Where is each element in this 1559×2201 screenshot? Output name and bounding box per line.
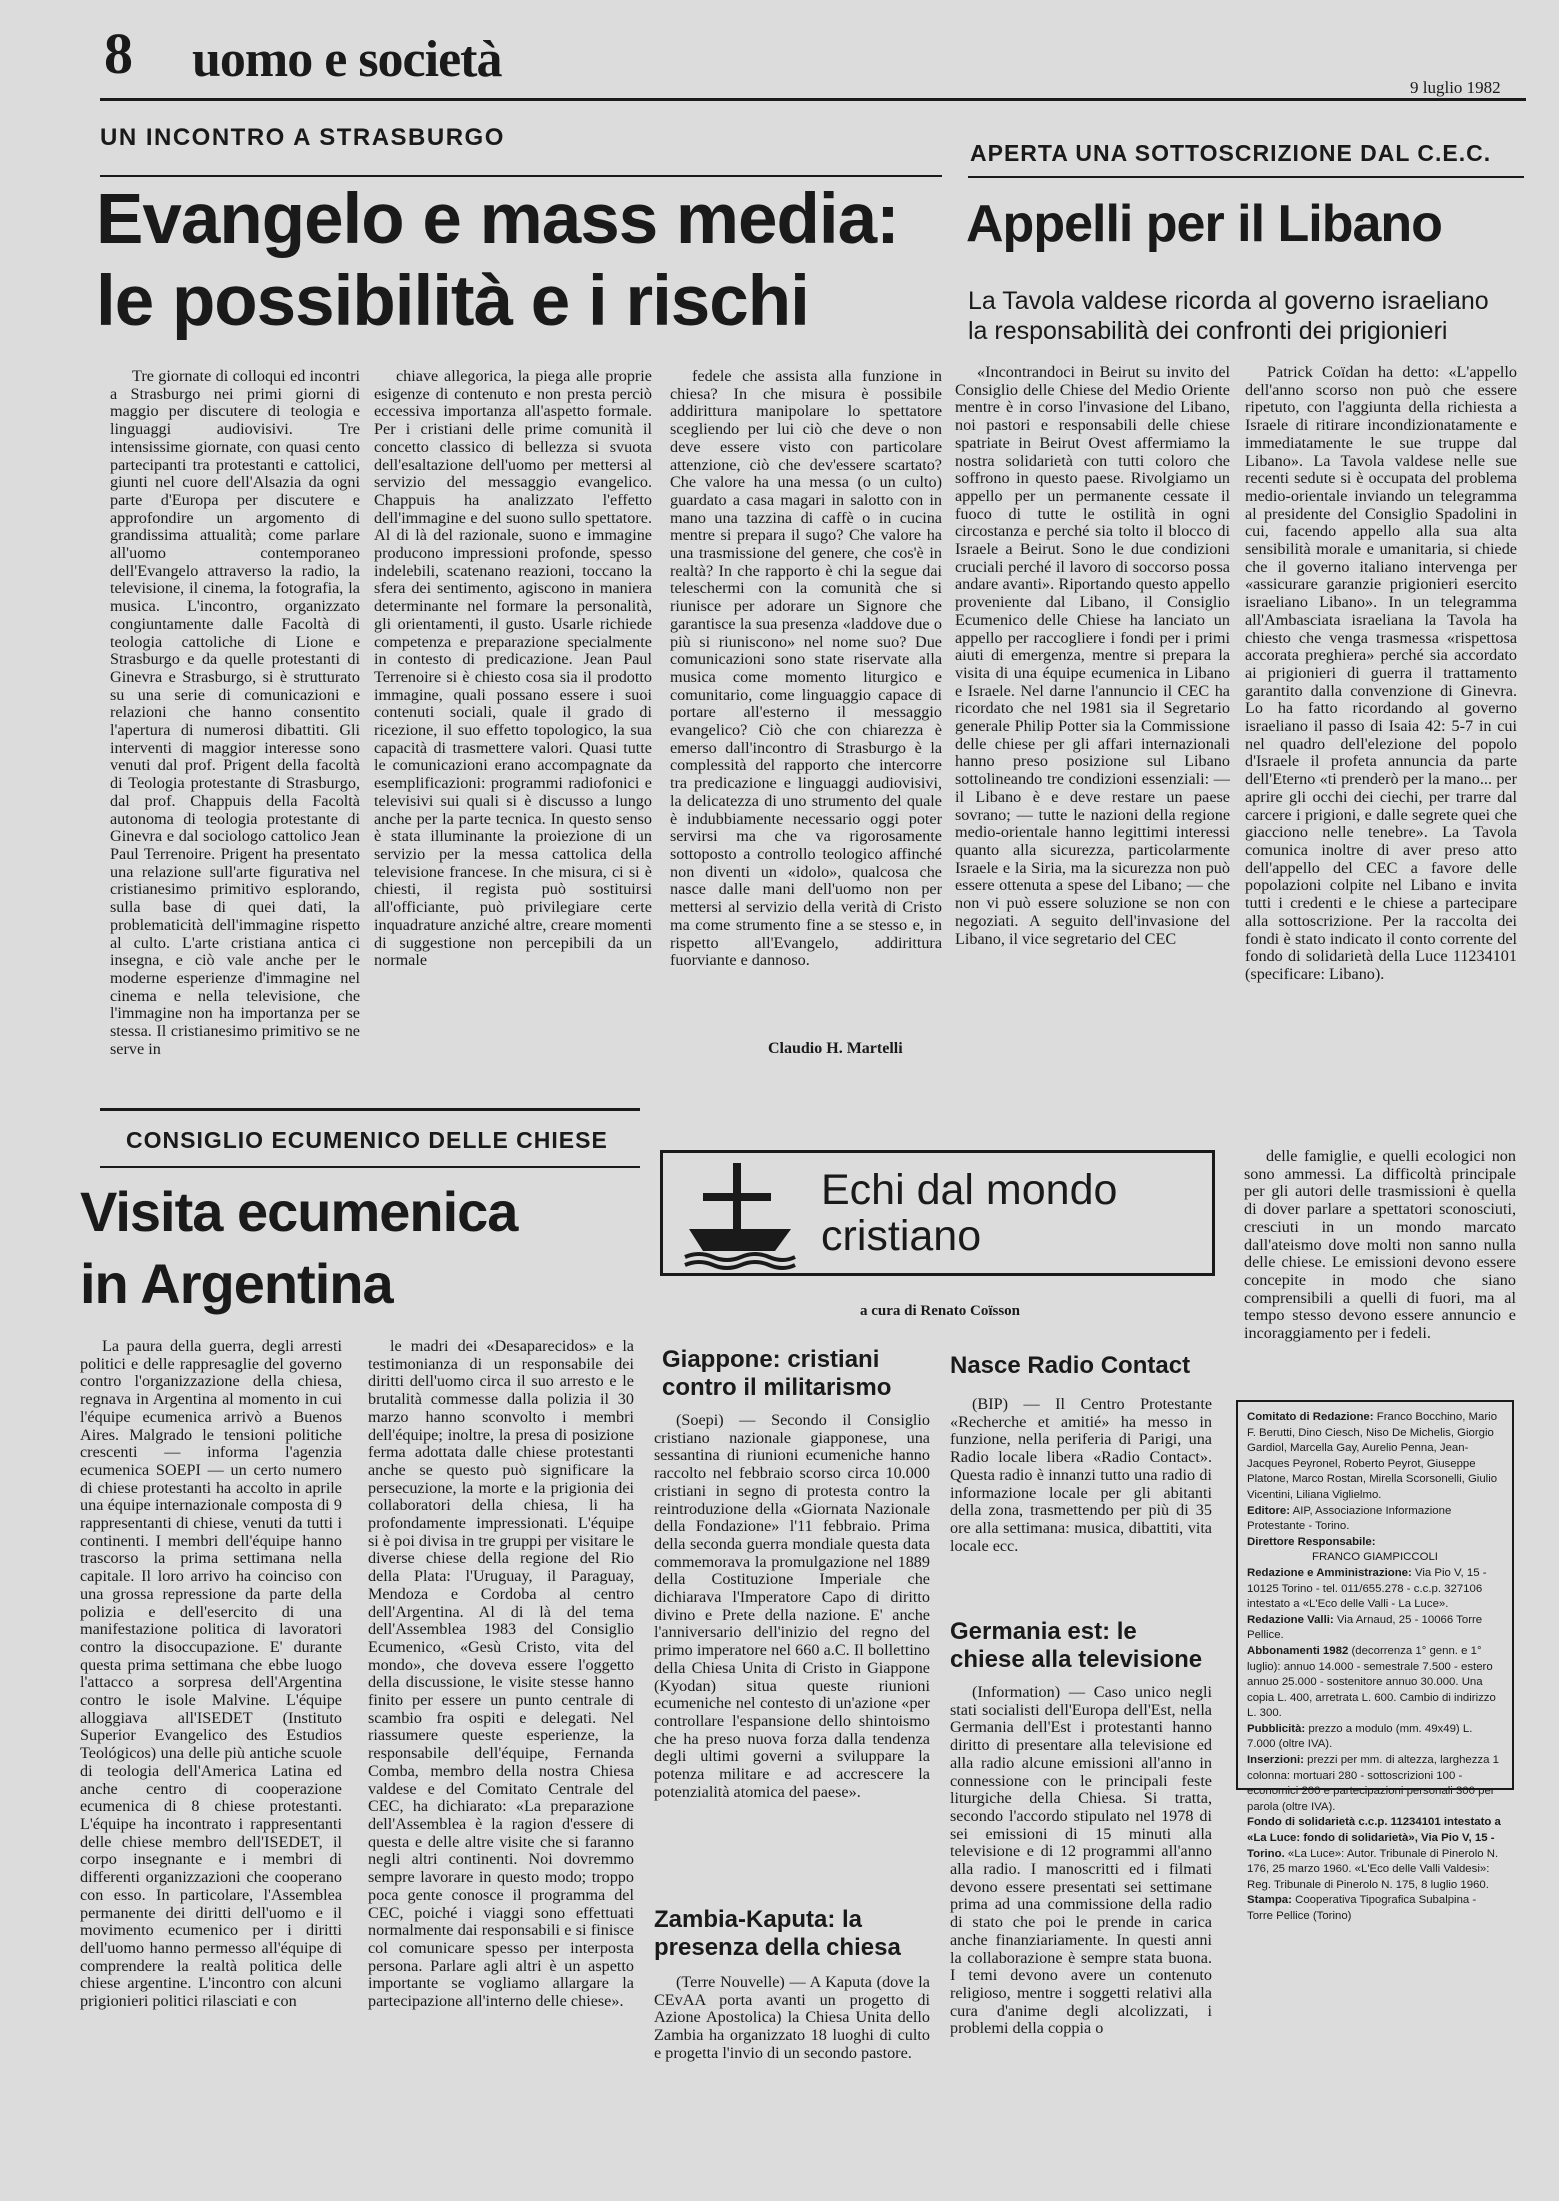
article2-column-2: Patrick Coïdan ha detto: «L'appello dell'anno scorso non può che essere ripetuto, con l'aggiunta della richiesta a Israele di ritirare incondizionatamente e immediatamente le sue truppe dal Libano». La Tavola valdese nelle sue recenti sedute si è occupata del problema medio-orientale inviando un telegramma al presidente del Consiglio Spadolini in cui, facendo appello alla sua alta sensibilità morale e umanitaria, si chiede che il governo italiano intervenga per «assicurare garanzie prigionieri esercito israeliano Libano». In un telegramma all'Ambasciata israeliana la Tavola ha chiesto che venga trasmessa «rispettosa accorata preghiera» perché sia accordato ai prigionieri di guerra il trattamento garantito dalla convenzione di Ginevra. Lo ha fatto ricordando al governo israeliano il passo di Isaia 42: 5-7 in cui nel quadro dell'elezione del popolo d'Israele il profeta annuncia da parte dell'Eterno «ti prenderò per la mano... per aprire gli occhi dei ciechi, per trarre dal carcere i prigioni, e dalle segrete quei che giacciono nelle tenebre». La Tavola comunica inoltre di aver preso atto dell'appello del CEC a favore delle popolazioni colpite nel Libano e invita tutti i credenti e le chiese a partecipare alla sottoscrizione. Per la raccolta dei fondi è stato indicato il conto corrente del fondo di solidarietà della Luce 11234101 (specificare: Libano).	[1245, 363, 1517, 983]
credits-redazione-label: Redazione e Amministrazione:	[1247, 1566, 1412, 1579]
page-number: 8	[104, 21, 133, 86]
article1-author: Claudio H. Martelli	[768, 1040, 903, 1057]
credits-stampa: Cooperativa Tipografica Subalpina - Torre Pellice (Torino)	[1247, 1894, 1477, 1922]
article1-kicker: UN INCONTRO A STRASBURGO	[100, 124, 505, 151]
article2-kicker: APERTA UNA SOTTOSCRIZIONE DAL C.E.C.	[970, 140, 1492, 166]
credits-editore: AIP, Associazione Informazione Protestante - Torino.	[1247, 1504, 1452, 1533]
credits-fondo-label: Fondo di solidarietà c.c.p. 11234101 intestato a «La Luce: fondo di solidarietà», Via Pio V, 15 - Torino.	[1247, 1816, 1501, 1860]
giappone-title-line1: Giappone: cristiani	[662, 1346, 880, 1373]
credits-direttore-label: Direttore Responsabile:	[1247, 1535, 1376, 1548]
article1-column-1: Tre giornate di colloqui ed incontri a Strasburgo nei primi giorni di maggio per discutere di teologia e linguaggi audiovisivi. Tre intensissime giornate, con quasi cento partecipanti tra protestanti e cattolici, giunti nel cuore dell'Alsazia da ogni parte d'Europa per discutere e approfondire un argomento di grandissima attualità; come parlare all'uomo contemporaneo dell'Evangelo attraverso la radio, la televisione, il cinema, la fotografia, la musica. L'incontro, organizzato congiuntamente dalle Facoltà di teologia cattoliche di Lione e Strasburgo e da quelle protestanti di Ginevra e Strasburgo, si è strutturato su una serie di comunicazioni e relazioni che hanno consentito l'apertura di numerosi dibattiti. Gli interventi di maggior interesse sono venuti dal prof. Prigent della facoltà di Teologia protestante di Strasburgo, dal prof. Chappuis della Facoltà autonoma di teologia protestante di Ginevra e dal sociologo cattolico Jean Paul Terrenoire. Prigent ha presentato una relazione sull'arte figurativa nel cristianesimo primitivo esplorando, sulla base di quei dati, la problematicità dell'immagine rispetto al culto. L'arte cristiana antica ci insegna, e ciò vale anche per le moderne esperienze d'immagine nel cinema e nella televisione, che l'immagine non ha importanza per se stessa. Il cristianesimo primitivo se ne serve in	[110, 367, 360, 1058]
credits-valli: Via Arnaud, 25 - 10066 Torre Pellice.	[1247, 1613, 1483, 1642]
credits-direttore: FRANCO GIAMPICCOLI	[1312, 1551, 1438, 1564]
article1-title-line2: le possibilità e i rischi	[96, 262, 809, 341]
issue-date: 9 luglio 1982	[1410, 78, 1501, 97]
article3-column-2: le madri dei «Desaparecidos» e la testimonianza di un responsabile dei diritti dell'uomo circa il suo arresto e le brutalità commesse dalla polizia il 30 marzo hanno sconvolto i membri dell'équipe; inoltre, la presa di posizione ferma adottata dalle chiese protestanti anche se questo può significare la persecuzione, la morte e la prigionia dei collaboratori della chiesa, li ha profondamente impressionati. L'équipe si è poi divisa in tre gruppi per visitare le diverse chiese della regione del Rio della Plata: l'Uruguay, il Paraguay, Mendoza e Cordoba al centro dell'Argentina. Al di là del tema dell'Assemblea 1983 del Consiglio Ecumenico, «Gesù Cristo, vita del mondo», che doveva essere l'oggetto della discussione, le visite stesse hanno finito per essere un punto centrale di scambio fra ospiti e delegati. Nel riassumere queste esperienze, la responsabile dell'équipe, Fernanda Comba, membro della nostra Chiesa valdese e del Comitato Centrale del CEC, ha dichiarato: «La preparazione dell'Assemblea è la ragion d'essere di questa e delle altre visite che si faranno negli altri continenti. Noi dovremmo sempre lavorare in questo modo; troppo poca gente conosce il programma del CEC, poiché i viaggi sono effettuati normalmente dai responsabili e si finisce col comunicare spesso per interposta persona. Parlare agli altri è un aspetto importante se vogliamo allargare la partecipazione all'interno delle chiese».	[368, 1337, 634, 2011]
article3-kicker-rule	[100, 1166, 640, 1168]
germania-text: (Information) — Caso unico negli stati socialisti dell'Europa dell'Est, nella Germania dell'Est i protestanti hanno diritto di presentare alla televisione ed alla radio alcune emissioni all'anno in connessione con le principali feste liturgiche della Chiesa. Si tratta, secondo l'accordo stipulato nel 1978 di sei emissioni di 15 minuti alla televisione e di 12 programmi all'anno alla radio. I manoscritti ed i filmati devono essere presentati sei settimane prima ad una commissione della radio di stato che poi le prende in carica anche finanziariamente. In questi anni la collaborazione è sempre stata buona. I temi devono avere un contenuto religioso, mentre i soggetti relativi alla cura d'anime degli alcolizzati, i problemi della coppia o	[950, 1683, 1212, 2038]
credits-pubblicita: prezzo a modulo (mm. 49x49) L. 7.000 (oltre IVA).	[1247, 1722, 1473, 1751]
credits-abbonamenti-label: Abbonamenti 1982	[1247, 1644, 1349, 1657]
giappone-text: (Soepi) — Secondo il Consiglio cristiano nazionale giapponese, una sessantina di riunioni ecumeniche hanno raccolto nel febbraio scorso circa 10.000 cristiani in segno di protesta contro la reintroduzione della «Giornata Nazionale della Fondazione» l'11 febbraio. Prima della seconda guerra mondiale questa data commemorava la promulgazione nel 1889 della Costituzione Imperiale che dichiarava l'Imperatore Capo di diritto divino e Prete della nazione. E' anche l'anniversario dell'inizio del regno del primo imperatore nel 660 a.C. Il bollettino della Chiesa Unita di Cristo in Giappone (Kyodan) situa queste riunioni ecumeniche nel contesto di un'azione «per controllare l'espansione dello shintoismo che ha preso nuova forza dalla tendenza degli ultimi governi a sviluppare la potenza militare e ad accrescere la potenzialità atomica del paese».	[654, 1411, 930, 1801]
echi-header-box	[660, 1150, 1215, 1276]
echi-title-line2: cristiano	[821, 1212, 982, 1260]
credits-redazione: Via Pio V, 15 - 10125 Torino - tel. 011/655.278 - c.c.p. 327106 intestato a «L'Eco delle Valli - La Luce».	[1247, 1566, 1487, 1611]
credits-inserzioni: prezzi per mm. di altezza, larghezza 1 colonna: mortuari 280 - sottoscrizioni 100 - economici 200 e partecipazioni personali 300 per parola (oltre IVA).	[1247, 1754, 1499, 1813]
credits-pubblicita-label: Pubblicità:	[1247, 1722, 1306, 1735]
article3-title-line1: Visita ecumenica	[80, 1180, 518, 1243]
credits-editore-label: Editore:	[1247, 1504, 1291, 1517]
germania-title-line1: Germania est: le	[950, 1618, 1137, 1645]
credits-valli-label: Redazione Valli:	[1247, 1613, 1334, 1626]
article3-title-line2: in Argentina	[80, 1252, 393, 1315]
zambia-title-line2: presenza della chiesa	[654, 1934, 901, 1961]
germania-text-continued: delle famiglie, e quelli ecologici non sono ammessi. La difficoltà principale per gli autori delle trasmissioni è quella di dover parlare a spettatori sconosciuti, cresciuti in un mondo marcato dall'ateismo dove molti non sanno nulla delle chiese. Le emissioni devono essere concepite in modo che siano comprensibili a quelli di fuori, ma al tempo stesso devono essere annuncio e incoraggiamento per i fedeli.	[1244, 1147, 1516, 1343]
radio-text: (BIP) — Il Centro Protestante «Recherche et amitié» ha messo in funzione, nella periferia di Parigi, una Radio locale libera «Radio Contact». Questa radio è innanzi tutto una radio di informazione locale per gli abitanti della zona, trasmettendo per più di 35 ore alla settimana: musica, dibattiti, vita locale ecc.	[950, 1395, 1212, 1555]
echi-credit: a cura di Renato Coïsson	[860, 1303, 1021, 1319]
credits-comitato: Franco Bocchino, Mario F. Berutti, Dino Ciesch, Niso De Michelis, Giorgio Gardiol, Marcella Gay, Aurelio Penna, Jean-Jacques Peyronel, Roberto Peyrot, Giuseppe Platone, Marco Rostan, Mirella Scorsonelli, Giulio Vicentini, Liliana Viglielmo.	[1247, 1411, 1498, 1501]
article2-kicker-rule	[968, 176, 1524, 178]
masthead-rule	[100, 98, 1526, 101]
zambia-title-line1: Zambia-Kaputa: la	[654, 1906, 863, 1933]
germania-title-line2: chiese alla televisione	[950, 1646, 1203, 1673]
article2-subtitle-line2: la responsabilità dei confronti dei prigionieri	[968, 317, 1448, 345]
article2-column-1: «Incontrandoci in Beirut su invito del Consiglio delle Chiese del Medio Oriente mentre è in corso l'invasione del Libano, noi pastori e responsabili delle chiese spatriate in Beirut Ovest affermiamo la nostra solidarietà con tutti coloro che soffrono in questo paese. Rivolgiamo un appello per un permanente cessate il fuoco di tutte le ostilità in ogni circostanza e perché sia tolto il blocco di Israele a Beirut. Sono le due condizioni cruciali perché il lavoro di soccorso possa andare avanti». Riportando questo appello proveniente dal Libano, il Consiglio Ecumenico delle Chiese ha lanciato un appello per raccogliere i fondi per i primi aiuti di emergenza, mentre si prepara la visita di una équipe ecumenica in Libano e Israele. Nel darne l'annuncio il CEC ha ricordato che nel 1981 sia il Segretario generale Philip Potter sia la Commissione delle chiese per gli affari internazionali hanno preso posizione sul Libano sottolineando tre condizioni essenziali: — il Libano è e deve restare un paese sovrano; — tutte le nazioni della regione medio-orientale hanno legittimi interessi quanto alla sicurezza, particolarmente Israele e la Siria, ma la sicurezza non può essere ottenuta a spese del Libano; — che non vi può essere soluzione se non con negoziati. A seguito dell'invasione del Libano, il vice segretario del CEC	[955, 363, 1230, 948]
article3-kicker: CONSIGLIO ECUMENICO DELLE CHIESE	[126, 1127, 608, 1153]
article1-column-3: fedele che assista alla funzione in chiesa? In che misura è possibile addirittura manipolare lo spettatore scegliendo per lui ciò che deve o non deve essere visto con particolare attenzione, ciò che dev'essere scartato? Che valore ha una messa (o un culto) guardato a casa magari in salotto con in mano una tazzina di caffè o in cucina mentre si prepara il sugo? Che valore ha una trasmissione del genere, che cos'è in realtà? In che rapporto è chi la segue dai teleschermi con la comunità che si riunisce per adorare un Signore che garantisce la sua presenza «laddove due o più si riuniscono» nel nome suo? Due comunicazioni sono state riservate alla musica come momento liturgico e comunitario, come linguaggio capace di portare all'esterno il messaggio evangelico? Ciò che con chiarezza è emerso dall'incontro di Strasburgo è la complessità del rapporto che intercorre tra predicazione e linguaggi audiovisivi, la delicatezza di uno strumento del quale è indubbiamente necessario oggi poter servirsi ma che va rigorosamente sottoposto a controllo teologico affinché non diventi un «idolo», qualcosa che nasce dalle mani dell'uomo non per mettersi al servizio della verità di Cristo ma come strumento fine a se stesso e, in rispetto all'Evangelo, addirittura fuorviante e dannoso.	[670, 367, 942, 970]
editorial-credits-box	[1236, 1400, 1514, 1922]
article1-kicker-rule	[100, 175, 942, 177]
giappone-title-line2: contro il militarismo	[662, 1374, 892, 1401]
credits-comitato-label: Comitato di Redazione:	[1247, 1411, 1374, 1423]
radio-title: Nasce Radio Contact	[950, 1352, 1191, 1379]
echi-title-line1: Echi dal mondo	[821, 1166, 1118, 1214]
article2-subtitle-line1: La Tavola valdese ricorda al governo israeliano	[968, 287, 1489, 315]
credits-abbonamenti: (decorrenza 1° genn. e 1° luglio): annuo 14.000 - semestrale 7.500 - estero annuo 25.000 - sostenitore annuo 30.000. Una copia L. 400, arretrata L. 600. Cambio di indirizzo L. 300.	[1247, 1644, 1496, 1720]
credits-inserzioni-label: Inserzioni:	[1247, 1754, 1304, 1767]
article3-column-1: La paura della guerra, degli arresti politici e delle rappresaglie del governo contro l'organizzazione della chiesa, regnava in Argentina al momento in cui l'équipe ecumenica arrivò a Buenos Aires. Malgrado le tensioni politiche crescenti — informa l'agenzia ecumenica SOEPI — un certo numero di chiese protestanti ha accolto in aprile una équipe internazionale composta di 9 rappresentanti di chiese, venuti da tutti i continenti. I membri dell'équipe hanno trascorso la prima settimana nella capitale. Il loro arrivo ha coinciso con una grossa repressione da parte della polizia e dell'esercito di una manifestazione politica di lavoratori contro la disoccupazione. E' durante questa prima settimana che ebbe luogo l'attacco a sorpresa dell'Argentina contro le isole Malvine. L'équipe alloggiava all'ISEDET (Instituto Superior Evangelico des Estudios Teológicos) una delle più antiche scuole di teologia dell'America Latina ed anche centro di cooperazione ecumenica di 8 chiese protestanti. L'équipe ha incontrato i rappresentanti delle chiese membro dell'ISEDET, il corpo insegnante e i membri di differenti organizzazioni che cooperano con esso. In particolare, l'Assemblea permanente dei diritti dell'uomo e il movimento ecumenico per i diritti dell'uomo hanno permesso all'équipe di comprendere la realtà politica delle chiese argentine. L'incontro con alcuni prigionieri politici rilasciati e con	[80, 1337, 342, 2011]
credits-stampa-label: Stampa:	[1247, 1894, 1292, 1907]
article2-title: Appelli per il Libano	[966, 195, 1442, 253]
ecumenical-cross-boat-icon	[685, 1161, 795, 1267]
article1-title-line1: Evangelo e mass media:	[96, 180, 899, 259]
section-divider	[100, 1108, 640, 1111]
article1-column-2: chiave allegorica, la piega alle proprie esigenze di contenuto e non presta perciò eccessiva importanza all'aspetto formale. Per i cristiani delle prime comunità il concetto classico di bellezza si svuota dell'esaltazione dell'uomo per mettersi al servizio del messaggio evangelico. Chappuis ha analizzato l'effetto dell'immagine e del suono sullo spettatore. Al di là del razionale, suono e immagine producono impressioni profonde, spesso indelebili, scatenano reazioni, toccano la sfera dei sentimento, agiscono in maniera determinante nel formare la personalità, gli orientamenti, il gusto. Usarle richiede competenza e preparazione specialmente in contesto di predicazione. Jean Paul Terrenoire si è chiesto cosa sia il prodotto immagine, quali possano essere i suoi contenuti sociali, quale il grado di ricezione, il suo effetto topologico, la sua capacità di trasmettere valori. Quasi tutte le comunicazioni erano accompagnate da esemplificazioni: programmi radiofonici e televisivi sui quali si è discusso a lungo anche per la parte tecnica. In questo senso è stata illuminante la proiezione di un servizio per la messa cattolica della televisione francese. In che misura, ci si è chiesti, il regista può sostituirsi all'officiante, può privilegiare certe inquadrature anziché altre, creare momenti di suggestione non percepibili da un normale	[374, 367, 652, 970]
section-title: uomo e società	[192, 31, 502, 88]
credits-fondo: «La Luce»: Autor. Tribunale di Pinerolo N. 176, 25 marzo 1960. «L'Eco delle Valli Valdesi»: Reg. Tribunale di Pinerolo N. 175, 8 luglio 1960.	[1247, 1847, 1499, 1891]
zambia-text: (Terre Nouvelle) — A Kaputa (dove la CEvAA porta avanti un progetto di Azione Apostolica) la Chiesa Unita dello Zambia ha organizzato 18 luoghi di culto e progetta l'invio di un secondo pastore.	[654, 1973, 930, 2062]
